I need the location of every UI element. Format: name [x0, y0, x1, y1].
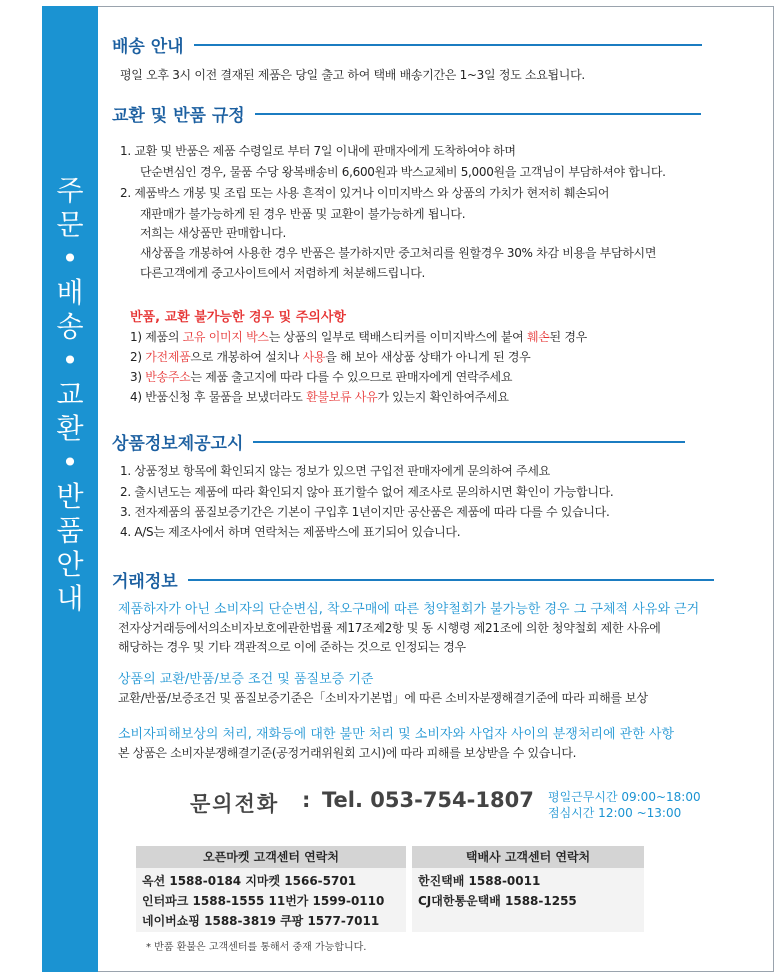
- heading-rule: [194, 44, 702, 46]
- courier-cs-box: [412, 846, 644, 932]
- trade-line: 전자상거래등에서의소비자보호에관한법률 제17조제2항 및 동 시행령 제21조에 의한 청약철회 제한 사유에: [118, 621, 661, 635]
- product-info-line: 4. A/S는 제조사에서 하며 연락처는 제품박스에 표기되어 있습니다.: [120, 525, 461, 539]
- sidebar-char: 교: [56, 378, 84, 411]
- cs-line: 옥션 1588-0184 지마켓 1566-5701: [142, 874, 357, 888]
- sidebar-char: •: [61, 242, 79, 275]
- open-market-cs-box: [136, 846, 406, 932]
- exchange-title: 교환 및 반품 규정: [112, 106, 245, 126]
- shipping-heading: [112, 32, 702, 57]
- contact-phone-number[interactable]: Tel. 053-754-1807: [322, 788, 534, 812]
- caution-item: 3) 반송주소는 제품 출고지에 따라 다를 수 있으므로 판매자에게 연락주세요: [130, 370, 513, 384]
- shipping-text: 평일 오후 3시 이전 결재된 제품은 당일 출고 하여 택배 배송기간은 1~3일 정도 소요됩니다.: [120, 68, 585, 82]
- sidebar-char: •: [61, 446, 79, 479]
- product-info-heading: [112, 429, 685, 454]
- cs-box-body: [136, 868, 406, 932]
- sidebar-char: 내: [56, 582, 84, 615]
- sidebar-char: 송: [56, 310, 84, 343]
- exchange-line: 다른고객에게 중고사이트에서 저렴하게 처분해드립니다.: [140, 266, 426, 280]
- exchange-line: 단순변심인 경우, 물품 수당 왕복배송비 6,600원과 박스교체비 5,000원을 고객님이 부담하셔야 합니다.: [140, 165, 666, 179]
- trade-heading: [112, 567, 714, 592]
- cs-line: 한진택배 1588-0011: [418, 874, 541, 888]
- footnote: * 반품 환불은 고객센터를 통해서 중재 가능합니다.: [146, 942, 367, 953]
- sidebar-char: 품: [56, 514, 84, 547]
- cs-box-body: [412, 868, 644, 932]
- trade-line: 본 상품은 소비자분쟁해결기준(공정거래위원회 고시)에 따라 피해를 보상받을 수 있습니다.: [118, 746, 577, 760]
- trade-subheading: 상품의 교환/반품/보증 조건 및 품질보증 기준: [118, 672, 374, 687]
- sidebar-char: 안: [56, 548, 84, 581]
- exchange-line: 저희는 새상품만 판매합니다.: [140, 226, 287, 240]
- cs-box-title: 오픈마켓 고객센터 연락처: [136, 846, 406, 868]
- trade-line: 교환/반품/보증조건 및 품질보증기준은「소비자기본법」에 따른 소비자분쟁해결기준에 따라 피해를 보상: [118, 691, 648, 705]
- cs-line: 네이버쇼핑 1588-3819 쿠팡 1577-7011: [142, 914, 380, 928]
- sidebar-char: 반: [56, 480, 84, 513]
- exchange-heading: [112, 101, 701, 126]
- cs-line: CJ대한통운택배 1588-1255: [418, 894, 577, 908]
- sidebar-char: 배: [56, 276, 84, 309]
- exchange-line: 1. 교환 및 반품은 제품 수령일로 부터 7일 이내에 판매자에게 도착하여야 하며: [120, 144, 516, 158]
- shipping-title: 배송 안내: [112, 37, 184, 57]
- sidebar-char: 주: [56, 174, 84, 207]
- sidebar-char: 환: [56, 412, 84, 445]
- sidebar-char: •: [61, 344, 79, 377]
- heading-rule: [253, 441, 685, 443]
- product-info-line: 3. 전자제품의 품질보증기간은 기본이 구입후 1년이지만 공산품은 제품에 따라 다를 수 있습니다.: [120, 505, 610, 519]
- trade-subheading: 제품하자가 아닌 소비자의 단순변심, 착오구매에 따른 청약철회가 불가능한 경우 그 구체적 사유와 근거: [118, 602, 700, 617]
- contact-colon: :: [302, 788, 311, 812]
- heading-rule: [255, 113, 701, 115]
- caution-title: 반품, 교환 불가능한 경우 및 주의사항: [130, 310, 346, 325]
- trade-title: 거래정보: [112, 572, 178, 592]
- sidebar-char: 문: [56, 208, 84, 241]
- trade-line: 해당하는 경우 및 기타 객관적으로 이에 준하는 것으로 인정되는 경우: [118, 640, 466, 654]
- contact-label: 문의전화: [190, 792, 280, 816]
- business-hours: 평일근무시간 09:00~18:00: [548, 790, 701, 804]
- product-info-line: 1. 상품정보 항목에 확인되지 않는 정보가 있으면 구입전 판매자에게 문의하여 주세요: [120, 464, 550, 478]
- cs-box-title: 택배사 고객센터 연락처: [412, 846, 644, 868]
- heading-rule: [188, 579, 714, 581]
- lunch-hours: 점심시간 12:00 ~13:00: [548, 806, 682, 820]
- exchange-line: 2. 제품박스 개봉 및 조립 또는 사용 흔적이 있거나 이미지박스 와 상품의 가치가 현저히 훼손되어: [120, 186, 610, 200]
- caution-item: 2) 가전제품으로 개봉하여 설치나 사용을 해 보아 새상품 상태가 아니게 된 경우: [130, 350, 531, 364]
- caution-item: 4) 반품신청 후 물품을 보냈더라도 환불보류 사유가 있는지 확인하여주세요: [130, 390, 509, 404]
- exchange-line: 새상품을 개봉하여 사용한 경우 반품은 불가하지만 중고처리를 원할경우 30% 차감 비용을 부담하시면: [140, 246, 657, 260]
- sidebar-banner: [42, 6, 98, 972]
- cs-line: 인터파크 1588-1555 11번가 1599-0110: [142, 894, 385, 908]
- sidebar-vertical-title: [42, 174, 98, 616]
- product-info-title: 상품정보제공고시: [112, 434, 244, 454]
- exchange-line: 재판매가 불가능하게 된 경우 반품 및 교환이 불가능하게 됩니다.: [140, 207, 466, 221]
- trade-subheading: 소비자피해보상의 처리, 재화등에 대한 불만 처리 및 소비자와 사업자 사이의 분쟁처리에 관한 사항: [118, 727, 675, 742]
- product-info-line: 2. 출시년도는 제품에 따라 확인되지 않아 표기할수 없어 제조사로 문의하시면 확인이 가능합니다.: [120, 485, 614, 499]
- caution-item: 1) 제품의 고유 이미지 박스는 상품의 일부로 택배스티커를 이미지박스에 붙여 훼손된 경우: [130, 330, 587, 344]
